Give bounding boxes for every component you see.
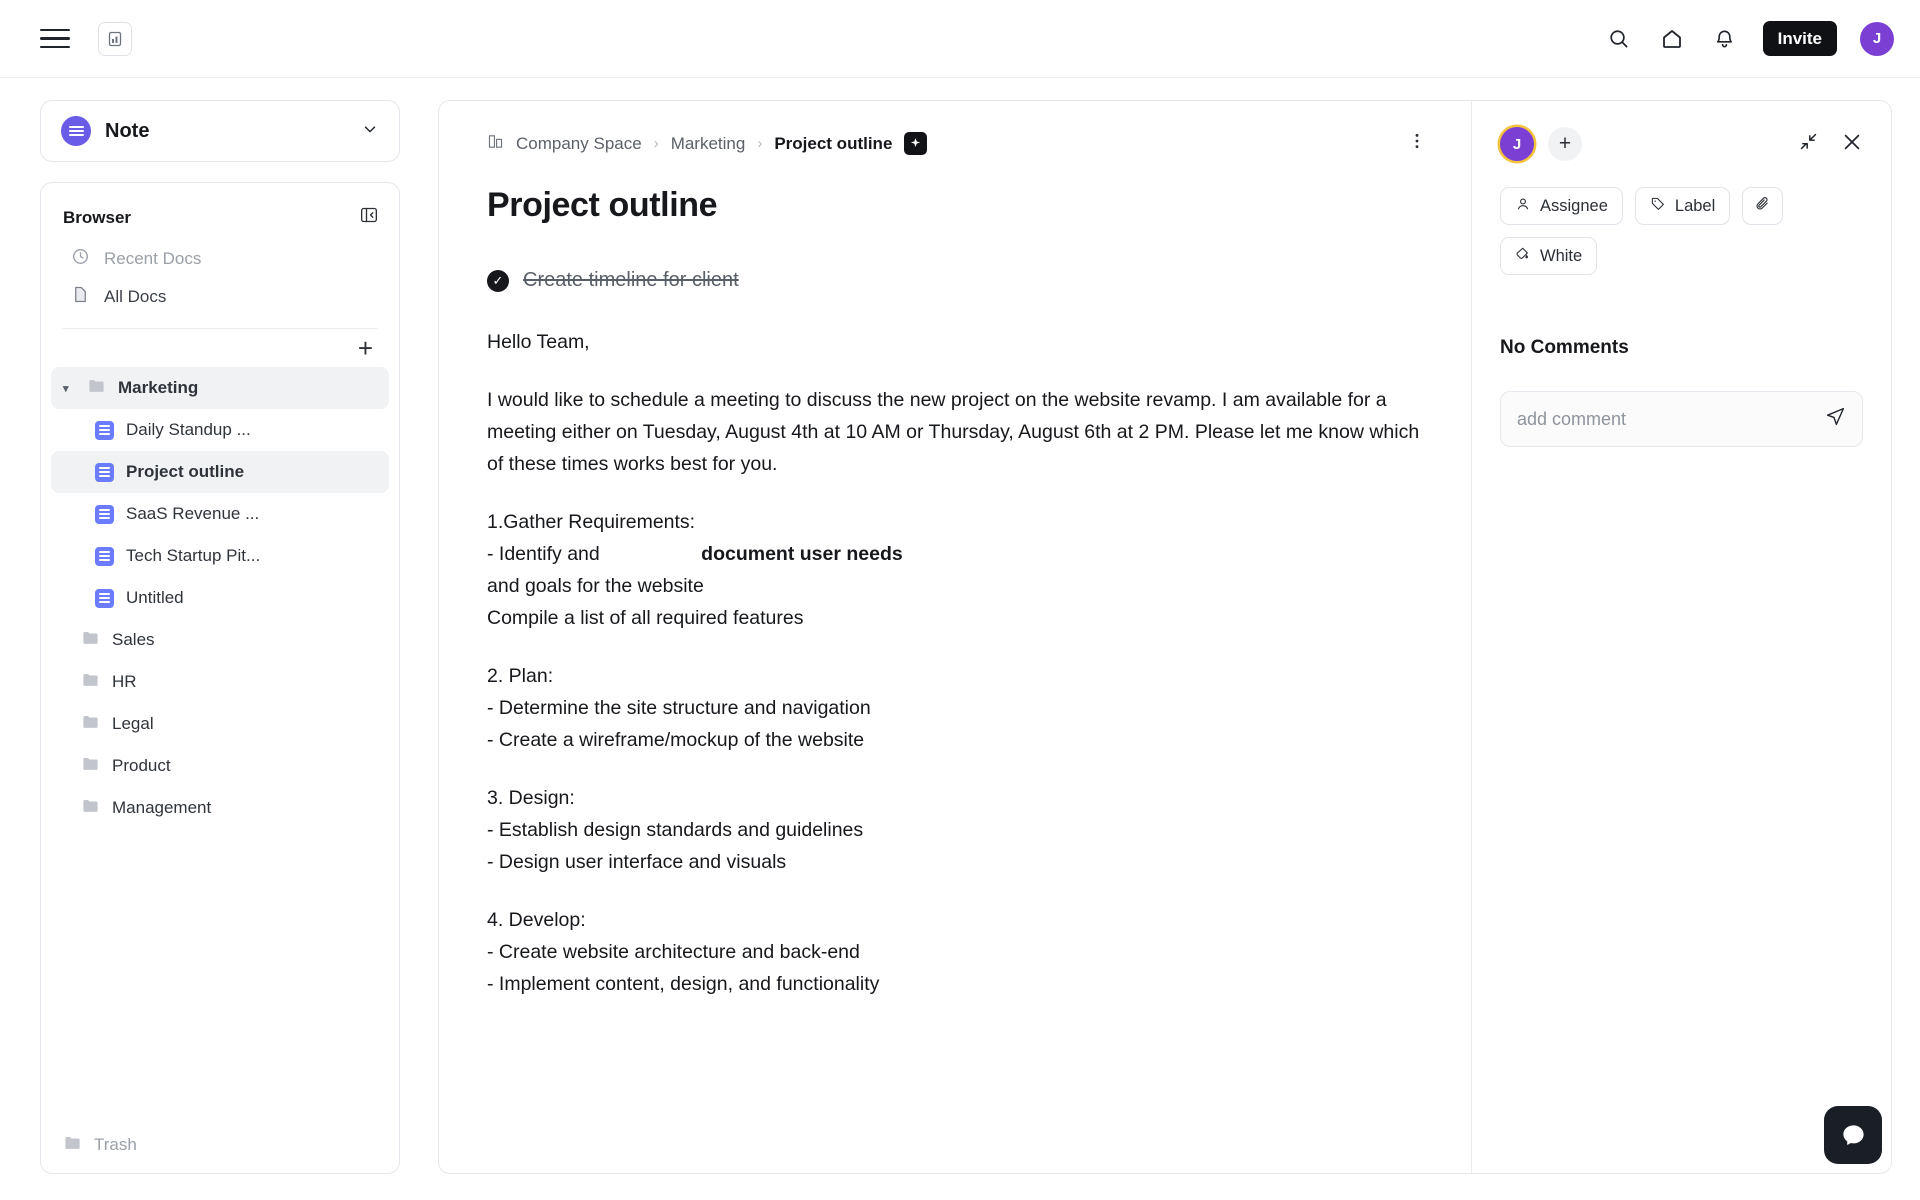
avatar[interactable]: J — [1500, 127, 1534, 161]
breadcrumb — [487, 132, 927, 155]
doc-icon — [95, 547, 114, 566]
color-chip[interactable] — [1500, 237, 1597, 275]
breadcrumb-item-company-space[interactable]: Company Space — [516, 133, 642, 153]
section-line: - Design user interface and visuals — [487, 851, 787, 873]
attachment-icon — [1754, 195, 1771, 217]
section-gather-requirements — [487, 506, 1427, 634]
section-design — [487, 782, 1427, 878]
details-header-actions — [1798, 131, 1863, 158]
tree-doc-tech-startup-pitch[interactable] — [51, 535, 389, 577]
section-line: - Determine the site structure and navigation — [487, 697, 871, 719]
folder-icon — [81, 628, 100, 652]
tree-folder-marketing[interactable] — [51, 367, 389, 409]
doc-icon — [95, 421, 114, 440]
section-line: and goals for the website — [487, 575, 704, 597]
section-line: - Create a wireframe/mockup of the website — [487, 729, 865, 751]
section-plan — [487, 660, 1427, 756]
tree-item-label: Legal — [112, 714, 154, 733]
tree-item-label: Daily Standup ... — [126, 420, 251, 439]
browser-title: Browser — [63, 207, 132, 227]
doc-icon — [95, 463, 114, 482]
browser-panel — [40, 182, 400, 1174]
tree-item-label: Management — [112, 798, 212, 817]
trash-folder-icon — [63, 1133, 82, 1157]
browser-header — [41, 201, 399, 240]
section-line: - Implement content, design, and functionality — [487, 973, 880, 995]
invite-button[interactable]: Invite — [1763, 21, 1837, 56]
sidebar-item-all-docs[interactable] — [51, 278, 389, 316]
hamburger-icon[interactable] — [40, 22, 74, 56]
breadcrumb-bar — [487, 131, 1427, 156]
assignee-chip[interactable] — [1500, 187, 1623, 225]
file-icon — [71, 285, 90, 309]
search-icon[interactable] — [1604, 24, 1634, 54]
folder-icon — [87, 376, 106, 400]
tree-doc-untitled[interactable] — [51, 577, 389, 619]
label-chip[interactable] — [1635, 187, 1730, 225]
note-label: Note — [105, 119, 150, 142]
section-line: Compile a list of all required features — [487, 607, 804, 629]
doc-icon — [95, 505, 114, 524]
folder-icon — [81, 796, 100, 820]
color-icon — [1515, 246, 1531, 267]
collapse-icon[interactable] — [1798, 131, 1819, 157]
caret-down-icon[interactable]: ▾ — [63, 382, 69, 395]
user-icon — [1515, 196, 1531, 217]
add-doc-row — [41, 333, 399, 365]
section-heading: 4. Develop: — [487, 909, 586, 931]
tree-folder-management[interactable] — [51, 787, 389, 829]
send-icon[interactable] — [1825, 406, 1846, 432]
doc-icon — [95, 589, 114, 608]
clock-icon — [71, 247, 90, 271]
chat-support-button[interactable] — [1824, 1106, 1882, 1164]
folder-icon — [81, 670, 100, 694]
tree-doc-project-outline[interactable] — [51, 451, 389, 493]
chevron-down-icon[interactable] — [361, 120, 379, 143]
body — [0, 78, 1920, 1200]
document-pane — [439, 101, 1471, 1173]
section-line-text: - Identify and — [487, 543, 606, 565]
bold-fragment: document user needs — [701, 543, 903, 565]
note-selector[interactable] — [40, 100, 400, 162]
no-comments-label: No Comments — [1500, 337, 1629, 358]
tree-item-label: Product — [112, 756, 171, 775]
task-label: Create timeline for client — [523, 269, 739, 291]
section-line: - Establish design standards and guidelines — [487, 819, 864, 841]
divider — [63, 328, 377, 329]
chip-label: Assignee — [1540, 196, 1608, 215]
sidebar-item-label: Trash — [94, 1135, 137, 1154]
breadcrumb-space-icon — [487, 133, 504, 155]
comment-box[interactable] — [1500, 391, 1863, 447]
paragraph-greeting: Hello Team, — [487, 331, 590, 353]
paragraph-body: I would like to schedule a meeting to discuss the new project on the website revamp. I am available for a meeting either on Tuesday, August 4th at 10 AM or Thursday, August 6th at 2 PM. Please let me know which of these times works best for you. — [487, 389, 1420, 475]
breadcrumb-separator: › — [653, 135, 659, 152]
ai-sparkle-icon[interactable] — [904, 132, 927, 155]
main-panel — [438, 100, 1892, 1174]
sidebar-item-label: All Docs — [104, 287, 167, 306]
close-icon[interactable] — [1841, 131, 1863, 158]
bell-icon[interactable] — [1710, 24, 1740, 54]
chip-label: Label — [1674, 196, 1716, 215]
check-icon[interactable]: ✓ — [487, 270, 509, 292]
tree-doc-daily-standup[interactable] — [51, 409, 389, 451]
sidebar-item-recent-docs[interactable] — [51, 240, 389, 278]
document-icon[interactable] — [98, 22, 132, 56]
tree-item-label: Marketing — [118, 378, 199, 397]
tree-item-label: Project outline — [126, 462, 245, 481]
details-header — [1500, 127, 1863, 161]
section-develop — [487, 904, 1427, 1000]
tree-item-label: Sales — [112, 630, 155, 649]
folder-icon — [81, 754, 100, 778]
tree-folder-sales[interactable] — [51, 619, 389, 661]
breadcrumb-separator: › — [757, 135, 763, 152]
folder-icon — [81, 712, 100, 736]
sidebar — [40, 100, 400, 1174]
task-item[interactable] — [487, 269, 1427, 292]
breadcrumb-item-current: Project outline — [774, 133, 893, 153]
tree-doc-saas-revenue[interactable] — [51, 493, 389, 535]
tree-folder-legal[interactable] — [51, 703, 389, 745]
sidebar-item-trash[interactable] — [41, 1123, 399, 1159]
section-heading: 3. Design: — [487, 787, 575, 809]
section-heading: 2. Plan: — [487, 665, 554, 687]
add-icon[interactable]: + — [357, 333, 373, 363]
section-line — [487, 538, 1427, 570]
top-bar — [0, 0, 1920, 78]
tree-item-label: HR — [112, 672, 137, 691]
collapse-panel-icon[interactable] — [359, 205, 379, 230]
tree-folder-hr[interactable] — [51, 661, 389, 703]
tree-item-label: SaaS Revenue ... — [126, 504, 260, 523]
add-member-button[interactable]: + — [1548, 127, 1582, 161]
home-icon[interactable] — [1657, 24, 1687, 54]
attachment-chip[interactable] — [1742, 187, 1783, 225]
tag-icon — [1650, 196, 1666, 217]
tree-item-label: Untitled — [126, 588, 184, 607]
breadcrumb-item-marketing[interactable]: Marketing — [670, 133, 746, 153]
note-icon — [61, 116, 91, 146]
tree-folder-product[interactable] — [51, 745, 389, 787]
avatar[interactable]: J — [1860, 22, 1894, 56]
property-chips — [1500, 187, 1863, 275]
more-options-icon[interactable] — [1407, 131, 1427, 156]
page-title: Project outline — [487, 186, 718, 224]
document-tree — [41, 365, 399, 829]
details-panel — [1471, 101, 1891, 1173]
sidebar-item-label: Recent Docs — [104, 249, 202, 268]
comment-input[interactable] — [1517, 409, 1825, 430]
chip-label: White — [1540, 246, 1583, 265]
section-heading: 1.Gather Requirements: — [487, 511, 696, 533]
tree-item-label: Tech Startup Pit... — [126, 546, 261, 565]
section-line: - Create website architecture and back-end — [487, 941, 860, 963]
top-bar-actions — [1604, 21, 1894, 56]
